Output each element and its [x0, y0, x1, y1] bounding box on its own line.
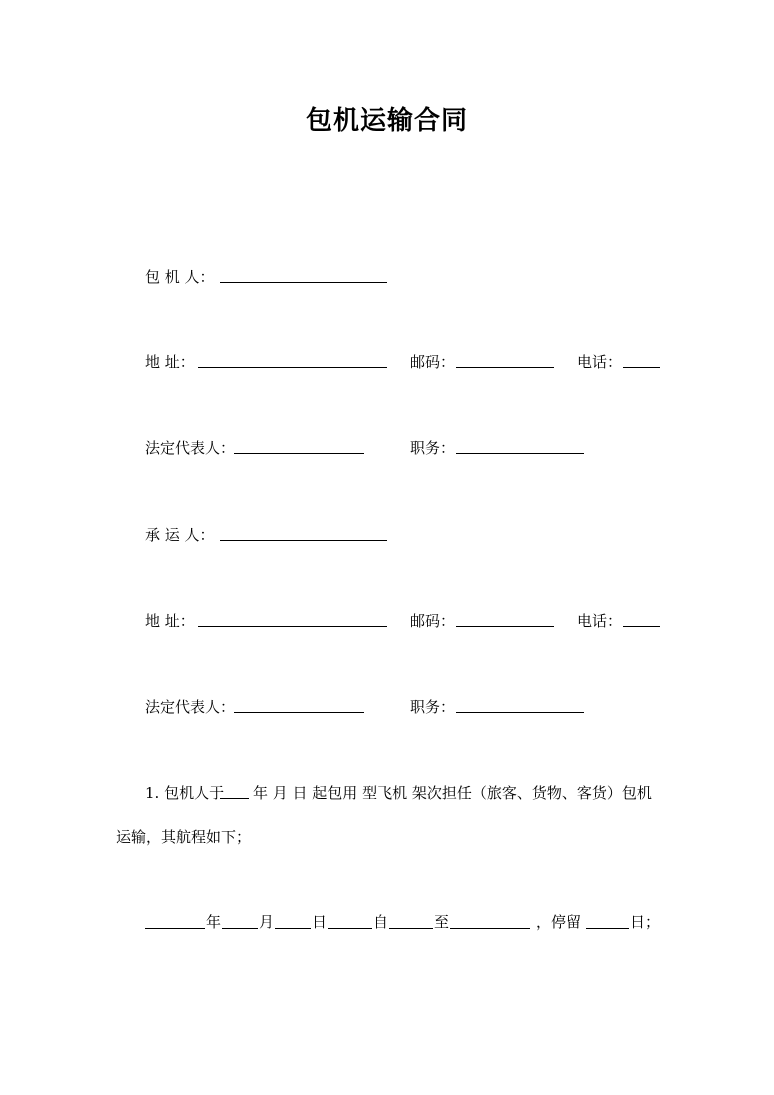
itinerary-destination-field[interactable]: [389, 928, 433, 929]
clause1-text: 年 月 日 起包用 型飞机 架次担任（旅客、货物、客货）包机: [253, 784, 652, 802]
itinerary-stay-field[interactable]: [586, 928, 629, 929]
charterer-name-field[interactable]: [220, 282, 387, 283]
itinerary-day-field[interactable]: [275, 928, 311, 929]
itinerary-year-field[interactable]: [145, 928, 205, 929]
clause1-prefix: 1. 包机人于: [145, 784, 225, 802]
carrier-legal-rep-field[interactable]: [234, 712, 364, 713]
carrier-postcode-field[interactable]: [456, 626, 554, 627]
charterer-position-label: 职务：: [410, 439, 456, 457]
charterer-address-field[interactable]: [198, 367, 387, 368]
carrier-phone-field[interactable]: [623, 626, 660, 627]
itinerary-from-label: 自: [373, 913, 389, 931]
carrier-position-label: 职务：: [410, 698, 456, 716]
carrier-postcode-label: 邮码：: [410, 612, 456, 630]
charterer-name-label: 包 机 人：: [145, 268, 215, 286]
charterer-phone-label: 电话：: [577, 353, 623, 371]
carrier-name-field[interactable]: [220, 540, 387, 541]
charterer-legal-rep-field[interactable]: [234, 453, 364, 454]
charterer-position-field[interactable]: [456, 453, 584, 454]
itinerary-row: [0, 911, 774, 933]
itinerary-year-label: 年: [206, 913, 222, 931]
itinerary-route-field[interactable]: [450, 928, 530, 929]
carrier-position-field[interactable]: [456, 712, 584, 713]
charterer-address-label: 地 址：: [145, 353, 195, 371]
itinerary-origin-field[interactable]: [328, 928, 372, 929]
itinerary-to-label: 至: [434, 913, 450, 931]
itinerary-days-label: 日；: [630, 913, 661, 931]
clause1-line1: [0, 782, 774, 804]
carrier-name-label: 承 运 人：: [145, 526, 215, 544]
itinerary-month-field[interactable]: [222, 928, 258, 929]
carrier-address-field[interactable]: [198, 626, 387, 627]
itinerary-day-label: 日: [312, 913, 328, 931]
itinerary-month-label: 月: [259, 913, 275, 931]
carrier-address-label: 地 址：: [145, 612, 195, 630]
charterer-postcode-label: 邮码：: [410, 353, 456, 371]
page-title: 包机运输合同: [305, 106, 468, 136]
clause1-year-field[interactable]: [220, 798, 249, 799]
charterer-postcode-field[interactable]: [456, 367, 554, 368]
carrier-name-row: [0, 524, 774, 546]
carrier-legal-rep-row: [0, 696, 774, 718]
carrier-address-row: [0, 610, 774, 632]
clause1-line2: 运输，其航程如下；: [116, 828, 252, 846]
charterer-legal-rep-row: [0, 437, 774, 459]
charterer-name-row: [0, 266, 774, 288]
itinerary-stay-label: ，停留: [536, 913, 582, 931]
charterer-phone-field[interactable]: [623, 367, 660, 368]
charterer-legal-rep-label: 法定代表人：: [145, 439, 236, 457]
carrier-legal-rep-label: 法定代表人：: [145, 698, 236, 716]
carrier-phone-label: 电话：: [577, 612, 623, 630]
charterer-address-row: [0, 351, 774, 373]
